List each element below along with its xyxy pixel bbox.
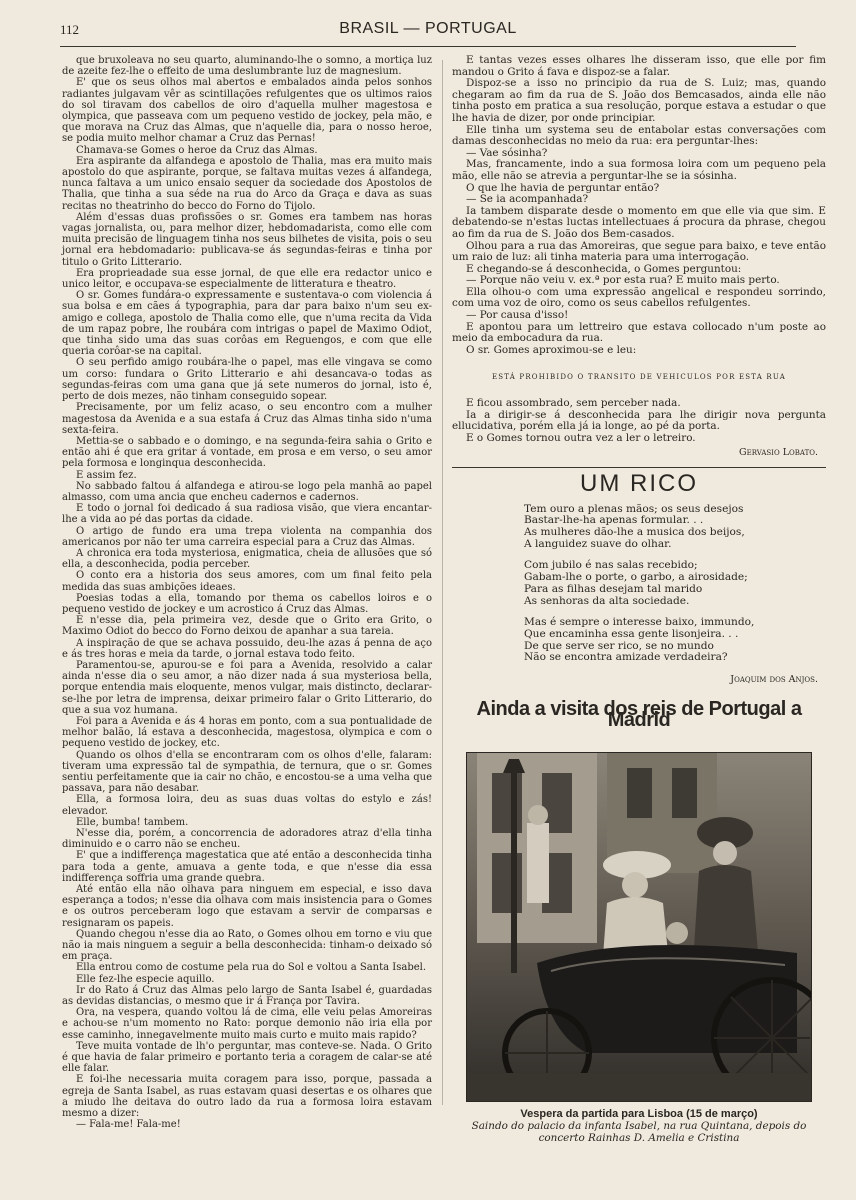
poem-line: Não se encontra amizade verdadeira? bbox=[524, 651, 728, 664]
photo-illustration bbox=[467, 753, 811, 1101]
header-rule bbox=[60, 46, 796, 47]
section-separator bbox=[452, 467, 826, 468]
poem-stanza bbox=[524, 560, 826, 607]
paragraph: — Por causa d'isso! bbox=[466, 309, 569, 322]
paragraph: Elle, bumba! tambem. bbox=[76, 816, 189, 828]
poem-signature: Joaquim dos Anjos. bbox=[730, 674, 818, 686]
paragraph: O seu perfido amigo roubára-lhe o papel, mas elle vingava se como um corso: fundara o Grito Litterario e ahi desancava-o todas as segundas-feiras com uma gana que já sete numeros do jornal, isto é, perto de dois mezes, não tinham conseguido sopear. bbox=[62, 357, 432, 403]
paragraph: Era aspirante da alfandega e apostolo de Thalia, mas era muito mais apostolo do que aspirante, porque, se faltava muitas vezes á alfandega, nunca faltava a um unico ensaio sequer da sociedade dos Apostolos de Thalia, que tinha a sua séde na rua do Arco da Graça e dava as suas recitas no theatrinho do becco do Forno do Tijolo. bbox=[62, 155, 432, 212]
paragraph: E' que os seus olhos mal abertos e embalados ainda pelos sonhos radiantes julgavam vêr as scintillações refulgentes que os ultimos raios do sol tiravam dos cabellos de oiro d'aquella mulher magestosa e olympica, que passeava com um pequeno vestido de jockey, pela mão, e que morava na Cruz das Almas, que n'aquelle dia, para o nosso heroe, se podia muito melhor chamar a Cruz das Pernas! bbox=[62, 77, 432, 145]
poem-stanza bbox=[524, 617, 826, 664]
paragraph: Ia a dirigir-se á desconhecida para lhe dirigir nova pergunta ellucidativa, porém ella já ia longe, ao pé da porta. bbox=[452, 408, 826, 433]
street-notice: ESTÁ PROHIBIDO O TRANSITO DE VEHICULOS POR ESTA RUA bbox=[491, 373, 787, 382]
paragraph: Precisamente, por um feliz acaso, o seu encontro com a mulher magestosa da Avenida e a sua estafa á Cruz das Almas tinha sido n'uma sexta-feira. bbox=[62, 402, 432, 436]
paragraph: Ella entrou como de costume pela rua do Sol e voltou a Santa Isabel. bbox=[76, 962, 427, 974]
story-continuation bbox=[452, 55, 826, 356]
paragraph: N'esse dia, porém, a concorrencia de adoradores atraz d'ella tinha diminuido e o carro não se encheu. bbox=[62, 828, 432, 851]
paragraph: E o Gomes tornou outra vez a ler o letreiro. bbox=[466, 431, 696, 444]
poem-line: Que encaminha essa gente lisonjeira. . . bbox=[524, 627, 739, 640]
paragraph: Elle fez-lhe especie aquillo. bbox=[76, 973, 215, 985]
paragraph: O sr. Gomes fundára-o expressamente e sustentava-o com violencia á sua bolsa e em cães á typographia, para dar para baixo n'um seu ex-amigo e collega, apostolo de Thalia como elle, que n'uma recita da Vida de um rapaz pobre, lhe roubára com intrigas o papel de Maximo Odiot, que tinha sido uma das suas corôas em Reguengos, e com que elle queria corôar-se na capital. bbox=[62, 290, 432, 358]
paragraph: Quando chegou n'esse dia ao Rato, o Gomes olhou em torno e viu que não ia mais ninguem a seguir a bella desconhecida: tinham-o deixado só em praça. bbox=[62, 928, 432, 963]
running-title: BRASIL — PORTUGAL bbox=[339, 20, 517, 37]
paragraph: O sr. Gomes aproximou-se e leu: bbox=[466, 343, 637, 356]
poem-line: Mas é sempre o interesse baixo, immundo, bbox=[524, 616, 755, 629]
paragraph: O artigo de fundo era uma trepa violenta na companhia dos americanos por não ter uma carreira especial para a Cruz das Almas. bbox=[62, 525, 432, 548]
paragraph: E chegando-se á desconhecida, o Gomes perguntou: bbox=[466, 262, 742, 275]
paragraph: Dispoz-se a isso no principio da rua de S. Luiz; mas, quando chegaram ao fim da rua de S. João dos Bemcasados, ainda elle não tinha posto em pratica a sua resolução, porque estava a estudar o que lhe havia de dizer, por onde principiar. bbox=[452, 77, 826, 124]
poem-line: Tem ouro a plenas mãos; os seus desejos bbox=[524, 502, 744, 515]
right-column bbox=[452, 55, 826, 737]
paragraph: E foi-lhe necessaria muita coragem para isso, porque, passada a egreja de Santa Isabel, as ruas estavam quasi desertas e os olhares que a miudo lhe deitava do outro lado da rua a formosa loira estavam mesmo a dizer: bbox=[62, 1074, 432, 1120]
paragraph: Teve muita vontade de lh'o perguntar, mas conteve-se. Nada. O Grito é que havia de falar primeiro e portanto teria a coragem de calar-se até elle falar. bbox=[62, 1040, 432, 1075]
paragraph: Ir do Rato á Cruz das Almas pelo largo de Santa Isabel é, guardadas as devidas distancias, o mesmo que ir á França por Tavira. bbox=[62, 984, 432, 1008]
paragraph: Foi para a Avenida e ás 4 horas em ponto, com a sua pontualidade de melhor balão, lá estava a desconhecida, magestosa, olympica e com o pequeno vestido de jockey, etc. bbox=[62, 715, 432, 750]
left-column bbox=[62, 55, 432, 1131]
poem-line: As senhoras da alta sociedade. bbox=[524, 594, 690, 607]
paragraph: — Fala-me! Fala-me! bbox=[76, 1119, 181, 1131]
royal-carriage-photo bbox=[466, 752, 812, 1102]
paragraph: Ora, na vespera, quando voltou lá de cima, elle veiu pelas Amoreiras e achou-se n'um momento no Rato: porque demonio não iria ella por esse caminho, innegavelmente muito mais curto e muito mais rapido? bbox=[62, 1007, 432, 1041]
paragraph: — Se ia acompanhada? bbox=[466, 193, 589, 206]
author-signature: Gervasio Lobato. bbox=[739, 447, 818, 459]
paragraph: Ella olhou-o com uma expressão angelical e respondeu sorrindo, com uma voz de oiro, como os seus cabellos refulgentes. bbox=[452, 285, 826, 310]
poem-line: Bastar-lhe-ha apenas formular. . . bbox=[524, 514, 704, 527]
paragraph: Olhou para a rua das Amoreiras, que segue para baixo, e teve então um raio de luz: ali tinha materia para uma interrogação. bbox=[452, 239, 826, 264]
paragraph: E' que a indifferença magestatica que até então a desconhecida tinha para toda a gente, amuava a gente toda, e que n'esse dia essa indifferença soffria uma grande quebra. bbox=[62, 850, 432, 884]
caption-subtitle: Saindo do palacio da infanta Isabel, na rua Quintana, depois do concerto Rainhas D. Amelia e Cristina bbox=[471, 1120, 807, 1144]
paragraph: O conto era a historia dos seus amores, com um final feito pela medida das suas ambições ideaes. bbox=[62, 570, 432, 593]
poem-title: UM RICO bbox=[580, 470, 698, 497]
paragraph: que bruxoleava no seu quarto, aluminando-lhe o somno, a mortiça luz de azeite fez-lhe o effeito de uma deslumbrante luz de magnesium. bbox=[62, 55, 432, 78]
poem-line: Para as filhas desejam tal marido bbox=[524, 582, 703, 595]
paragraph: A chronica era toda mysteriosa, enigmatica, cheia de allusões que só ella, a desconhecida, podia perceber. bbox=[62, 547, 432, 571]
paragraph: E n'esse dia, pela primeira vez, desde que o Grito era Grito, o Maximo Odiot do becco do Forno deixou de apanhar a sua tareia. bbox=[62, 615, 432, 638]
paragraph: Paramentou-se, apurou-se e foi para a Avenida, resolvido a calar ainda n'esse dia o seu amor, a não dizer nada á sua mysteriosa bella, porque entendia mais eloquente, menos vulgar, mais distincto, declarar-se-lhe por letra de imprensa, deixar primeiro falar o Grito Litterario, do que a sua voz humana. bbox=[62, 659, 432, 716]
paragraph: Ia tambem disparate desde o momento em que elle via que sim. E debatendo-se n'estas luctas intellectuaes á procura da phrase, chegou ao fim da rua de S. João dos Bem-casados. bbox=[452, 204, 826, 240]
caption-title: Vespera da partida para Lisboa (15 de março) bbox=[520, 1108, 758, 1120]
paragraph: E assim fez. bbox=[76, 469, 137, 481]
page-number: 112 bbox=[60, 22, 80, 37]
paragraph: — Porque não veiu v. ex.ª por esta rua? E muito mais perto. bbox=[466, 274, 780, 287]
paragraph: Até então ella não olhava para ninguem em especial, e isso dava esperança a todos; n'esse dia olhava com mais insistencia para o Gomes e os outros perceberam logo que estavam a servir de comparsas e resignaram os papeis. bbox=[62, 884, 432, 929]
section-title: Ainda a visita dos reis de Portugal a Madrid bbox=[476, 697, 802, 732]
paragraph: E todo o jornal foi dedicado á sua radiosa visão, que viera encantar-lhe a vida ao pé das portas da cidade. bbox=[62, 503, 432, 526]
poem-body bbox=[524, 504, 826, 664]
paragraph: Além d'essas duas profissões o sr. Gomes era tambem nas horas vagas jornalista, ou, para melhor dizer, hebdomadarista, como elle com muita precisão de linguagem tinha nos seus bilhetes de visita, pois o seu jornal era hebdomadario: publicava-se ás segundas-feiras e tinha por titulo o Grito Litterario. bbox=[62, 211, 432, 268]
paragraph: E tantas vezes esses olhares lhe disseram isso, que elle por fim mandou o Grito á fava e dispoz-se a falar. bbox=[452, 54, 826, 78]
paragraph: A inspiração de que se achava possuido, deu-lhe azas á penna de aço e ás tres horas e meia da tarde, o jornal estava todo feito. bbox=[62, 637, 432, 660]
poem-line: Com jubilo é nas salas recebido; bbox=[524, 559, 698, 572]
paragraph: Chamava-se Gomes o heroe da Cruz das Almas. bbox=[76, 144, 318, 156]
page-header bbox=[60, 20, 796, 42]
paragraph: Mettia-se o sabbado e o domingo, e na segunda-feira sahia o Grito e então ahi é que era gritar á vontade, em prosa e em verso, o seu amor pela formosa e longinqua desconhecida. bbox=[62, 435, 432, 470]
paragraph: O que lhe havia de perguntar então? bbox=[466, 181, 660, 194]
paragraph: Mas, francamente, indo a sua formosa loira com um pequeno pela mão, elle não se atrevia a perguntar-lhe se ia sósinha. bbox=[452, 158, 826, 182]
poem-stanza bbox=[524, 504, 826, 551]
story-ending bbox=[452, 398, 826, 444]
poem-line: De que serve ser rico, se no mundo bbox=[524, 639, 714, 652]
paragraph: Elle tinha um systema seu de entabolar estas conversações com damas desconhecidas no meio da rua: era perguntar-lhes: bbox=[452, 123, 826, 148]
paragraph: Quando os olhos d'ella se encontraram com os olhos d'elle, falaram: tiveram uma expressão tal de sympathia, de ternura, que o sr. Gomes sentiu perfeitamente que ia cair no chão, e encostou-se a uma velha que passava, para não desabar. bbox=[62, 749, 432, 795]
poem-line: A languidez suave do olhar. bbox=[524, 537, 672, 550]
paragraph: E apontou para um lettreiro que estava collocado n'um poste ao meio da embocadura da rua. bbox=[452, 320, 826, 345]
paragraph: Era proprieadade sua esse jornal, de que elle era redactor unico e unico leitor, e occupava-se especialmente de litteratura e theatro. bbox=[62, 267, 432, 291]
paragraph: E ficou assombrado, sem perceber nada. bbox=[466, 397, 681, 410]
poem-line: Gabam-lhe o porte, o garbo, a airosidade; bbox=[524, 571, 748, 584]
paragraph: Poesias todas a ella, tomando por thema os cabellos loiros e o pequeno vestido de jockey e um acrostico á Cruz das Almas. bbox=[62, 592, 432, 615]
poem-line: As mulheres dão-lhe a musica dos beijos, bbox=[524, 526, 745, 538]
photo-caption bbox=[452, 1108, 826, 1144]
paragraph: — Vae sósinha? bbox=[466, 146, 548, 159]
column-divider bbox=[442, 60, 443, 1105]
paragraph: No sabbado faltou á alfandega e atirou-se logo pela manhã ao papel almasso, com uma ancia que encheu cadernos e cadernos. bbox=[62, 480, 432, 503]
paragraph: Ella, a formosa loira, deu as suas duas voltas do estylo e zás! elevador. bbox=[62, 794, 432, 817]
